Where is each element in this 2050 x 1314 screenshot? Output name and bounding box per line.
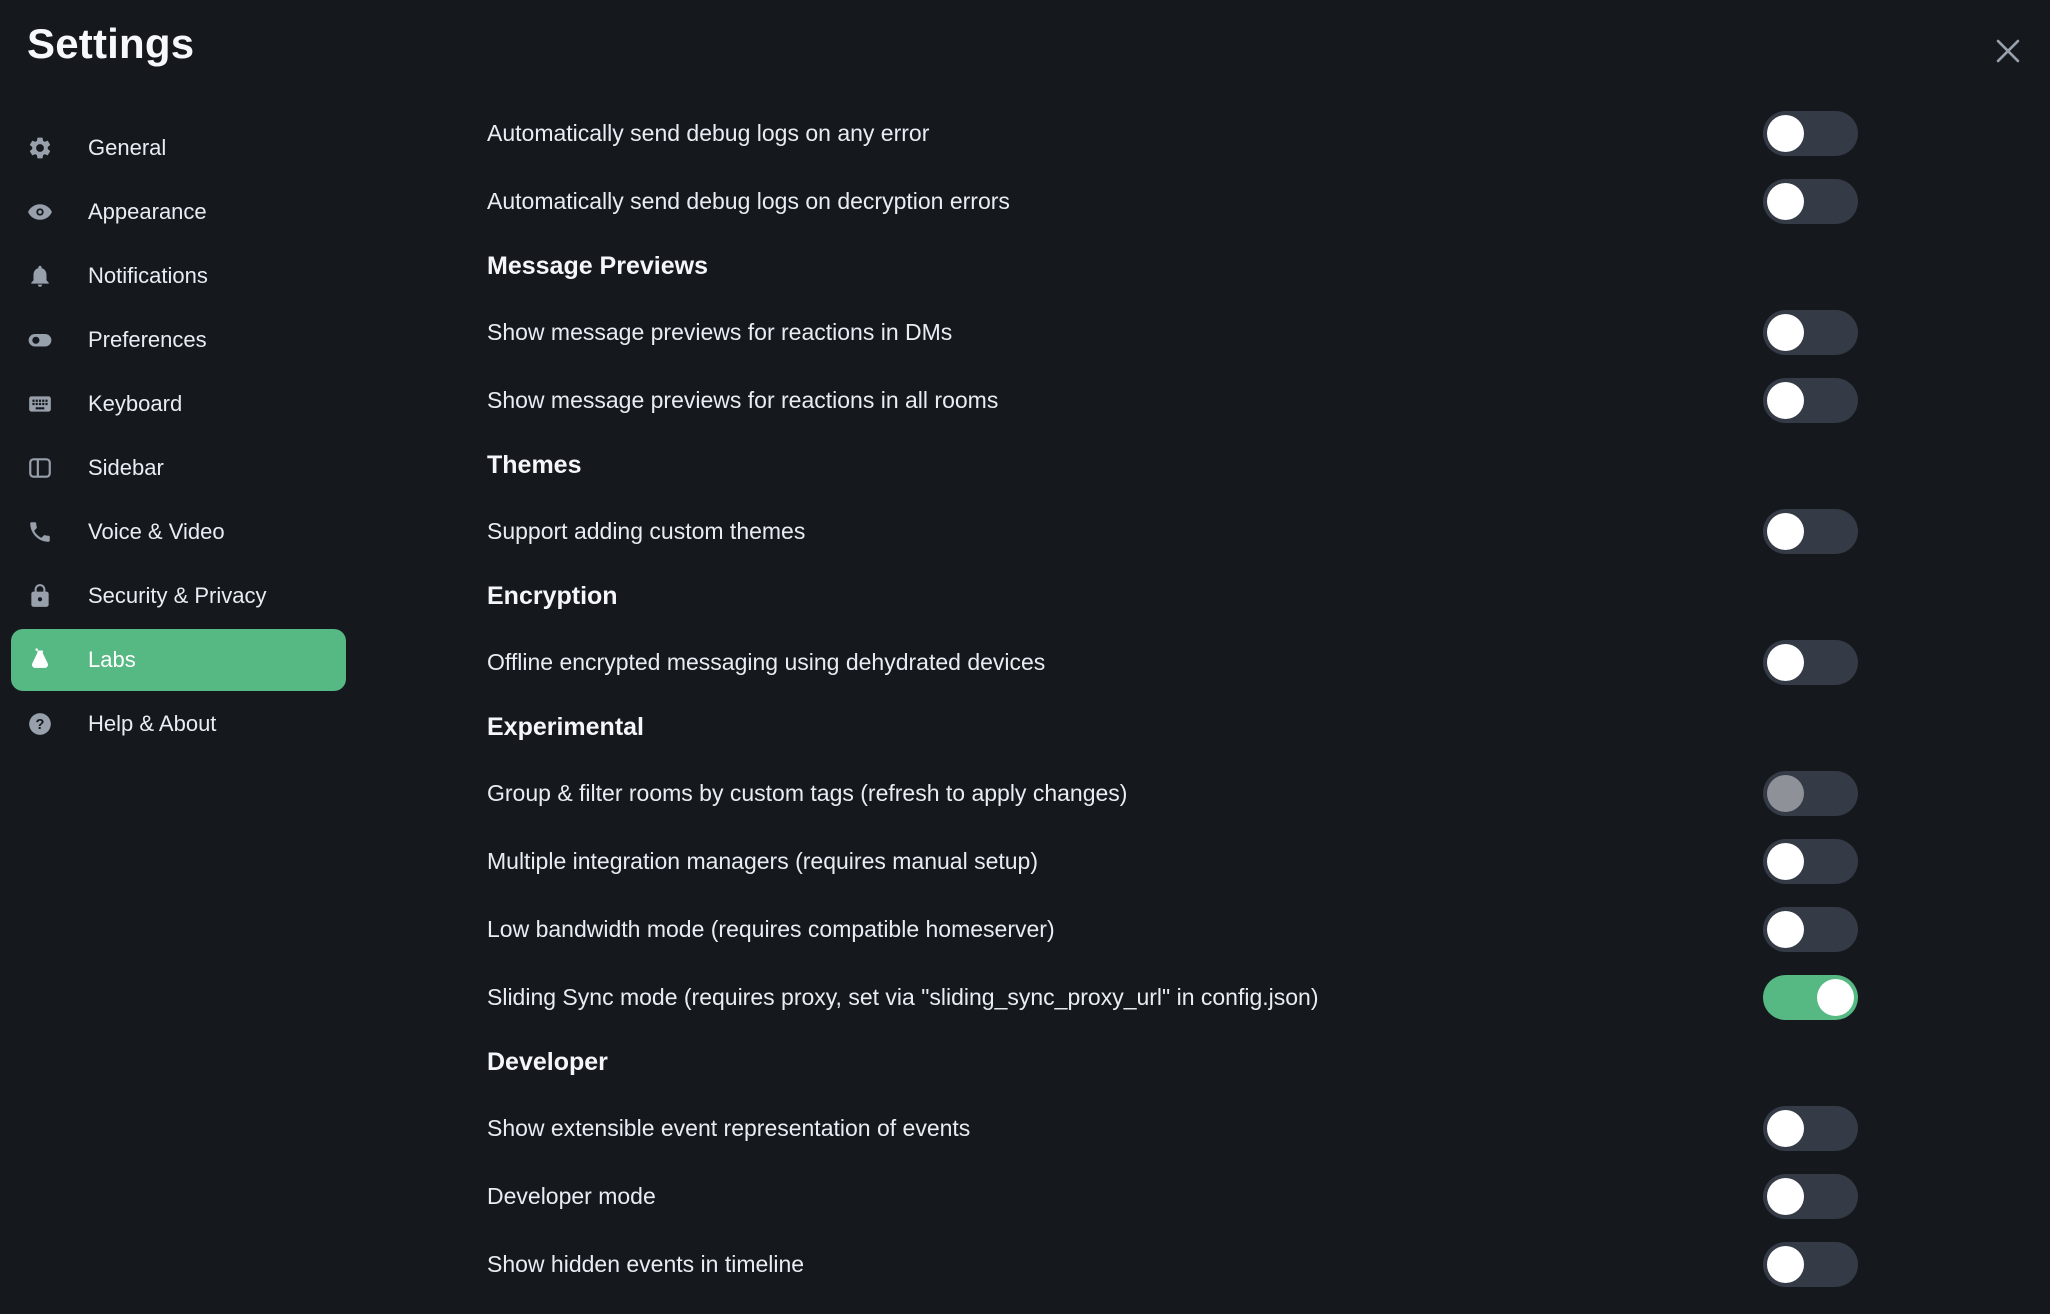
setting-label: Offline encrypted messaging using dehydrated devices — [487, 648, 1046, 675]
toggle-show-extensible-event-representation[interactable] — [1763, 1106, 1858, 1151]
settings-row — [487, 895, 1858, 963]
settings-row — [487, 1094, 1858, 1162]
eye-icon — [27, 199, 53, 225]
sidebar-item-label: Security & Privacy — [88, 583, 267, 608]
gear-icon — [27, 135, 53, 161]
sidebar-item-sidebar[interactable] — [11, 437, 346, 499]
sidebar-item-help-about[interactable] — [11, 693, 346, 755]
toggle-multiple-integration-managers-requires[interactable] — [1763, 839, 1858, 884]
setting-label: Group & filter rooms by custom tags (refresh to apply changes) — [487, 779, 1128, 806]
setting-label: Support adding custom themes — [487, 517, 806, 544]
sidebar-item-label: Keyboard — [88, 391, 183, 416]
svg-text:?: ? — [35, 716, 45, 733]
settings-row — [487, 1162, 1858, 1230]
sidebar-item-keyboard[interactable] — [11, 373, 346, 435]
settings-row — [487, 1230, 1858, 1298]
toggle-knob — [1767, 911, 1804, 948]
toggle-knob — [1767, 115, 1804, 152]
sidebar-item-label: Notifications — [88, 263, 208, 288]
toggle-knob — [1817, 979, 1854, 1016]
toggle-sliding-sync-mode-requires[interactable] — [1763, 975, 1858, 1020]
section-heading-developer: Developer — [487, 1048, 608, 1076]
sidebar-item-label: General — [88, 135, 167, 160]
sidebar-item-label: Preferences — [88, 327, 207, 352]
sidebar-item-security-privacy[interactable] — [11, 565, 346, 627]
toggle-knob — [1767, 513, 1804, 550]
sidebar-item-labs[interactable] — [11, 629, 346, 691]
question-icon — [27, 711, 53, 737]
settings-row — [487, 99, 1858, 167]
sidebar-item-general[interactable] — [11, 117, 346, 179]
toggle-icon — [27, 327, 53, 353]
sidebar-item-voice-video[interactable] — [11, 501, 346, 563]
toggle-automatically-send-debug-logs[interactable] — [1763, 179, 1858, 224]
setting-label: Low bandwidth mode (requires compatible homeserver) — [487, 915, 1055, 942]
close-button[interactable] — [1988, 32, 2028, 72]
toggle-knob — [1767, 1246, 1804, 1283]
setting-label: Show message previews for reactions in all rooms — [487, 386, 999, 413]
flask-icon — [27, 647, 53, 673]
lock-icon — [27, 583, 53, 609]
toggle-automatically-send-debug-logs[interactable] — [1763, 111, 1858, 156]
sidebar-item-label: Help & About — [88, 711, 217, 736]
sidebar-item-label: Appearance — [88, 199, 207, 224]
settings-layout — [0, 84, 2050, 1314]
toggle-support-adding-custom-themes[interactable] — [1763, 509, 1858, 554]
setting-label: Show hidden events in timeline — [487, 1250, 805, 1277]
setting-label: Automatically send debug logs on any error — [487, 119, 930, 146]
toggle-knob — [1767, 183, 1804, 220]
settings-row — [487, 497, 1858, 565]
settings-row — [487, 963, 1858, 1031]
toggle-knob — [1767, 775, 1804, 812]
sidebar-item-notifications[interactable] — [11, 245, 346, 307]
settings-row — [487, 298, 1858, 366]
sidebar-item-label: Voice & Video — [88, 519, 225, 544]
setting-label: Automatically send debug logs on decryption errors — [487, 187, 1010, 214]
toggle-knob — [1767, 314, 1804, 351]
toggle-offline-encrypted-messaging-using[interactable] — [1763, 640, 1858, 685]
close-icon — [1991, 34, 2025, 71]
toggle-low-bandwidth-mode-requires[interactable] — [1763, 907, 1858, 952]
toggle-show-hidden-events-in[interactable] — [1763, 1242, 1858, 1287]
toggle-knob — [1767, 644, 1804, 681]
settings-row — [487, 759, 1858, 827]
setting-label: Developer mode — [487, 1182, 656, 1209]
toggle-knob — [1767, 382, 1804, 419]
toggle-knob — [1767, 1178, 1804, 1215]
setting-label: Sliding Sync mode (requires proxy, set via "sliding_sync_proxy_url" in config.json) — [487, 983, 1319, 1010]
section-heading-experimental: Experimental — [487, 713, 645, 741]
labs-settings-panel — [470, 84, 2050, 1314]
sidebar-item-label: Sidebar — [88, 455, 164, 480]
setting-label: Multiple integration managers (requires manual setup) — [487, 847, 1039, 874]
toggle-developer-mode[interactable] — [1763, 1174, 1858, 1219]
settings-row — [487, 628, 1858, 696]
section-heading-encryption: Encryption — [487, 582, 618, 610]
phone-icon — [27, 519, 53, 545]
setting-label: Show extensible event representation of events — [487, 1114, 971, 1141]
section-heading-message-previews: Message Previews — [487, 252, 708, 280]
toggle-show-message-previews-for[interactable] — [1763, 310, 1858, 355]
columns-icon — [27, 455, 53, 481]
settings-row — [487, 366, 1858, 434]
sidebar-item-preferences[interactable] — [11, 309, 346, 371]
setting-label: Show message previews for reactions in DMs — [487, 318, 953, 345]
dialog-titlebar — [0, 0, 2050, 84]
settings-row — [487, 827, 1858, 895]
sidebar-item-label: Labs — [88, 647, 136, 672]
bell-icon — [27, 263, 53, 289]
page-title: Settings — [27, 20, 195, 67]
keyboard-icon — [27, 391, 53, 417]
sidebar-item-appearance[interactable] — [11, 181, 346, 243]
settings-sidebar — [0, 84, 470, 1314]
section-heading-themes: Themes — [487, 451, 582, 479]
toggle-knob — [1767, 843, 1804, 880]
toggle-knob — [1767, 1110, 1804, 1147]
toggle-show-message-previews-for[interactable] — [1763, 378, 1858, 423]
settings-row — [487, 167, 1858, 235]
toggle-group-filter-rooms-by[interactable] — [1763, 771, 1858, 816]
